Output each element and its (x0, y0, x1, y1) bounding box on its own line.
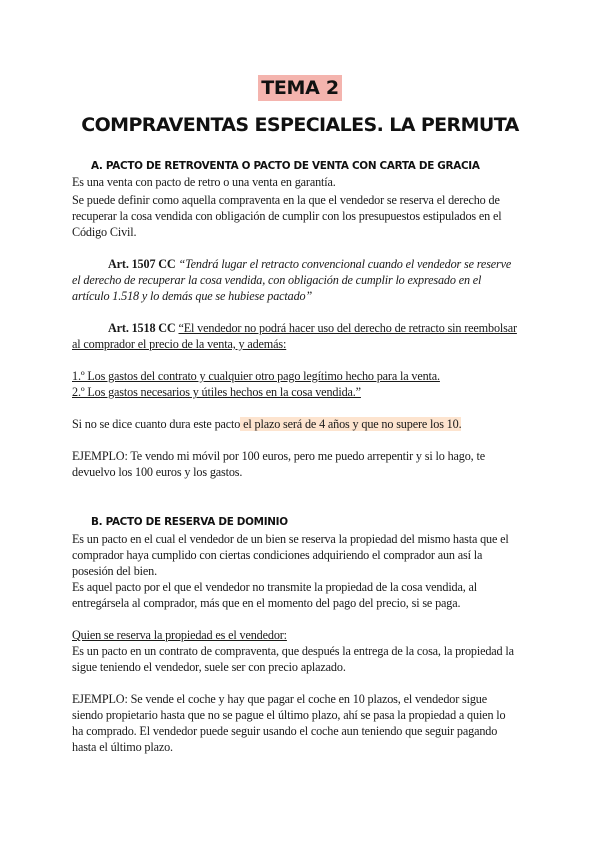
section-a-heading: A. PACTO DE RETROVENTA O PACTO DE VENTA CON CARTA DE GRACIA (91, 160, 480, 172)
section-b-p1-line: comprador haya cumplido con ciertas condiciones adquiriendo el comprador aun así la (72, 548, 483, 562)
art-1518-label: Art. 1518 CC (108, 321, 176, 335)
tema-label: TEMA 2 (258, 75, 342, 101)
art-1518-quote-line: al comprador el precio de la venta, y además: (72, 337, 287, 351)
page-title: COMPRAVENTAS ESPECIALES. LA PERMUTA (81, 114, 519, 136)
section-b-p1-line: Es un pacto en el cual el vendedor de un bien se reserva la propiedad del mismo hasta que el (72, 532, 509, 546)
art-1507-quote-line: el derecho de recuperar la cosa vendida, con obligación de cumplir lo expresado en el (72, 273, 482, 287)
tema-label-wrap (0, 75, 600, 101)
ejemplo-b-line: ha comprado. El vendedor puede seguir usando el coche aun teniendo que seguir pagando (72, 724, 498, 738)
section-a-p1: Es una venta con pacto de retro o una venta en garantía. (72, 175, 336, 189)
section-b-heading: B. PACTO DE RESERVA DE DOMINIO (91, 516, 288, 528)
section-a-p2-line: recuperar la cosa vendida con obligación de cumplir con los presupuestos estipulados en el (72, 209, 502, 223)
art-1507-quote: “Tendrá lugar el retracto convencional cuando el vendedor se reserve (175, 257, 512, 271)
art-1518-quote: “El vendedor no podrá hacer uso del derecho de retracto sin reembolsar (178, 321, 517, 335)
art-1518-item-1: 1.º Los gastos del contrato y cualquier otro pago legítimo hecho para la venta. (72, 369, 440, 383)
art-1507-label: Art. 1507 CC (108, 257, 176, 271)
section-b-p1-line: posesión del bien. (72, 564, 157, 578)
section-a-p2-line: Código Civil. (72, 225, 137, 239)
plazo-line (72, 416, 461, 432)
ejemplo-a-line: devuelvo los 100 euros y los gastos. (72, 465, 243, 479)
section-b-p3-line: sigue teniendo el vendedor, suele ser con precio aplazado. (72, 660, 346, 674)
ejemplo-a-line: EJEMPLO: Te vendo mi móvil por 100 euros, pero me puedo arrepentir y si lo hago, te (72, 449, 485, 463)
section-b-p3-line: Es un pacto en un contrato de compraventa, que después la entrega de la cosa, la propiedad la (72, 644, 514, 658)
section-b-p2-line: Es aquel pacto por el que el vendedor no transmite la propiedad de la cosa vendida, al (72, 580, 478, 594)
ejemplo-b-line: hasta el último plazo. (72, 740, 173, 754)
art-1507-quote-line: artículo 1.518 y lo demás que se hubiese pactado” (72, 289, 313, 303)
plazo-highlight: el plazo será de 4 años y que no supere los 10. (240, 417, 462, 431)
art-1518-item-2: 2.º Los gastos necesarios y útiles hechos en la cosa vendida.” (72, 385, 361, 399)
section-b-subheading: Quien se reserva la propiedad es el vendedor: (72, 628, 287, 642)
section-b-p2-line: entregársela al comprador, más que en el momento del pago del precio, si se paga. (72, 596, 461, 610)
section-a-p2-line: Se puede definir como aquella compraventa en la que el vendedor se reserva el derecho de (72, 193, 500, 207)
plazo-text: Si no se dice cuanto dura este pacto (72, 417, 241, 431)
ejemplo-b-line: siendo propietario hasta que no se pague el último plazo, ahí se pasa la propiedad a quien lo (72, 708, 506, 722)
art-1507-line (108, 256, 511, 272)
ejemplo-b-line: EJEMPLO: Se vende el coche y hay que pagar el coche en 10 plazos, el vendedor sigue (72, 692, 487, 706)
art-1518-line (108, 320, 517, 336)
